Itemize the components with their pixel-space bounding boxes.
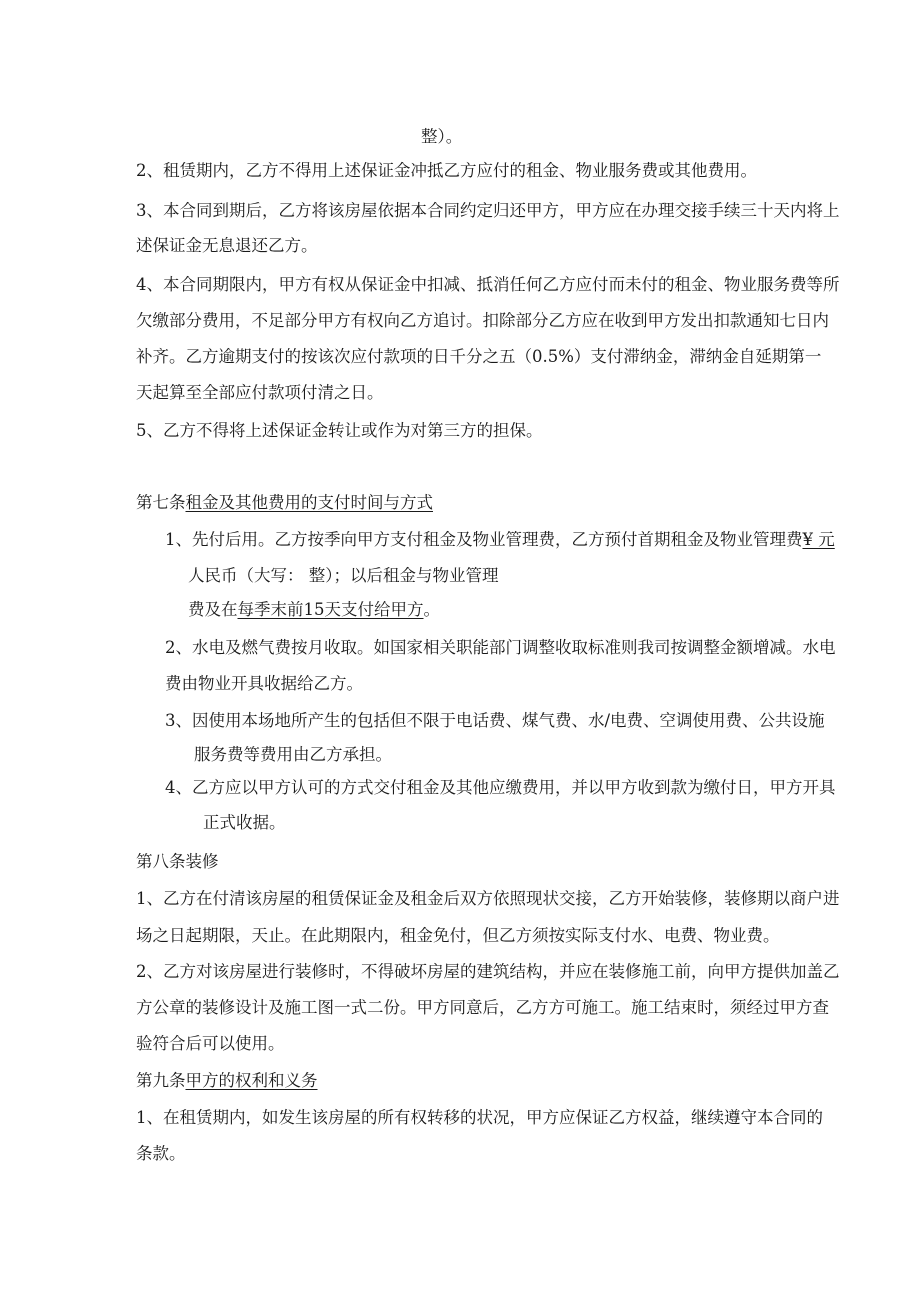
renovation-clause-2-line-3: 验符合后可以使用。 (136, 1034, 285, 1053)
payment-item-1-line-3 (188, 599, 440, 621)
payment-item-1-line-1 (165, 529, 835, 551)
article-7-number: 第七条 (136, 493, 186, 512)
payment-item-2-line-2: 费由物业开具收据给乙方。 (165, 674, 363, 693)
article-8-heading: 第八条装修 (136, 852, 219, 871)
payment-item-4-line-1: 4、乙方应以甲方认可的方式交付租金及其他应缴费用，并以甲方收到款为缴付日，甲方开具 (165, 778, 836, 797)
landlord-clause-1-line-1: 1、在租赁期内，如发生该房屋的所有权转移的状况，甲方应保证乙方权益，继续遵守本合同的 (136, 1108, 823, 1127)
payment-item-3-line-1: 3、因使用本场地所产生的包括但不限于电话费、煤气费、水/电费、空调使用费、公共设施 (165, 711, 825, 730)
payment-item-3-line-2: 服务费等费用由乙方承担。 (194, 745, 392, 764)
deposit-clause-5: 5、乙方不得将上述保证金转让或作为对第三方的担保。 (136, 421, 543, 440)
article-7-title: 租金及其他费用的支付时间与方式 (185, 493, 433, 512)
deposit-clause-3-line-1: 3、本合同到期后，乙方将该房屋依据本合同约定归还甲方，甲方应在办理交接手续三十天内将上 (136, 201, 840, 220)
payment-item-1-line-3-start: 费及在 (188, 600, 238, 619)
payment-item-1-line-2: 人民币（大写： 整）；以后租金与物业管理 (188, 566, 499, 585)
deposit-clause-4-line-2: 欠缴部分费用，不足部分甲方有权向乙方追讨。扣除部分乙方应在收到甲方发出扣款通知七日内 (136, 311, 829, 330)
deposit-clause-4-line-1: 4、本合同期限内，甲方有权从保证金中扣减、抵消任何乙方应付而未付的租金、物业服务费等所 (136, 275, 840, 294)
payment-item-1-text: 1、先付后用。乙方按季向甲方支付租金及物业管理费，乙方预付首期租金及物业管理费 (165, 530, 803, 549)
deposit-clause-2: 2、租赁期内，乙方不得用上述保证金冲抵乙方应付的租金、物业服务费或其他费用。 (136, 161, 757, 180)
deposit-clause-3-line-2: 述保证金无息退还乙方。 (136, 236, 318, 255)
article-9-number: 第九条 (136, 1071, 186, 1090)
payment-item-4-line-2: 正式收据。 (203, 813, 286, 832)
renovation-clause-1-line-2: 场之日起期限，天止。在此期限内，租金免付，但乙方须按实际支付水、电费、物业费。 (136, 926, 780, 945)
deposit-clause-4-line-4: 天起算至全部应付款项付清之日。 (136, 383, 384, 402)
article-9-heading (136, 1070, 318, 1092)
payment-deadline: 每季末前15天支付给甲方 (237, 600, 424, 619)
landlord-clause-1-line-2: 条款。 (136, 1144, 186, 1163)
article-9-title: 甲方的权利和义务 (185, 1071, 318, 1090)
payment-item-1-line-3-end: 。 (423, 600, 440, 619)
renovation-clause-1-line-1: 1、乙方在付清该房屋的租赁保证金及租金后双方依照现状交接，乙方开始装修，装修期以商户进 (136, 889, 840, 908)
renovation-clause-2-line-1: 2、乙方对该房屋进行装修时，不得破坏房屋的建筑结构，并应在装修施工前，向甲方提供加盖乙 (136, 962, 840, 981)
payment-item-2-line-1: 2、水电及燃气费按月收取。如国家相关职能部门调整收取标准则我司按调整金额增减。水电 (165, 638, 836, 657)
renovation-clause-2-line-2: 方公章的装修设计及施工图一式二份。甲方同意后，乙方方可施工。施工结束时，须经过甲方查 (136, 998, 829, 1017)
prepaid-amount-blank: ¥ 元 (802, 530, 835, 549)
deposit-clause-4-line-3: 补齐。乙方逾期支付的按该次应付款项的日千分之五（0.5%）支付滞纳金，滞纳金自延期第一 (136, 347, 822, 366)
deposit-amount-tail: 整）。 (421, 127, 463, 146)
article-7-heading (136, 492, 433, 514)
